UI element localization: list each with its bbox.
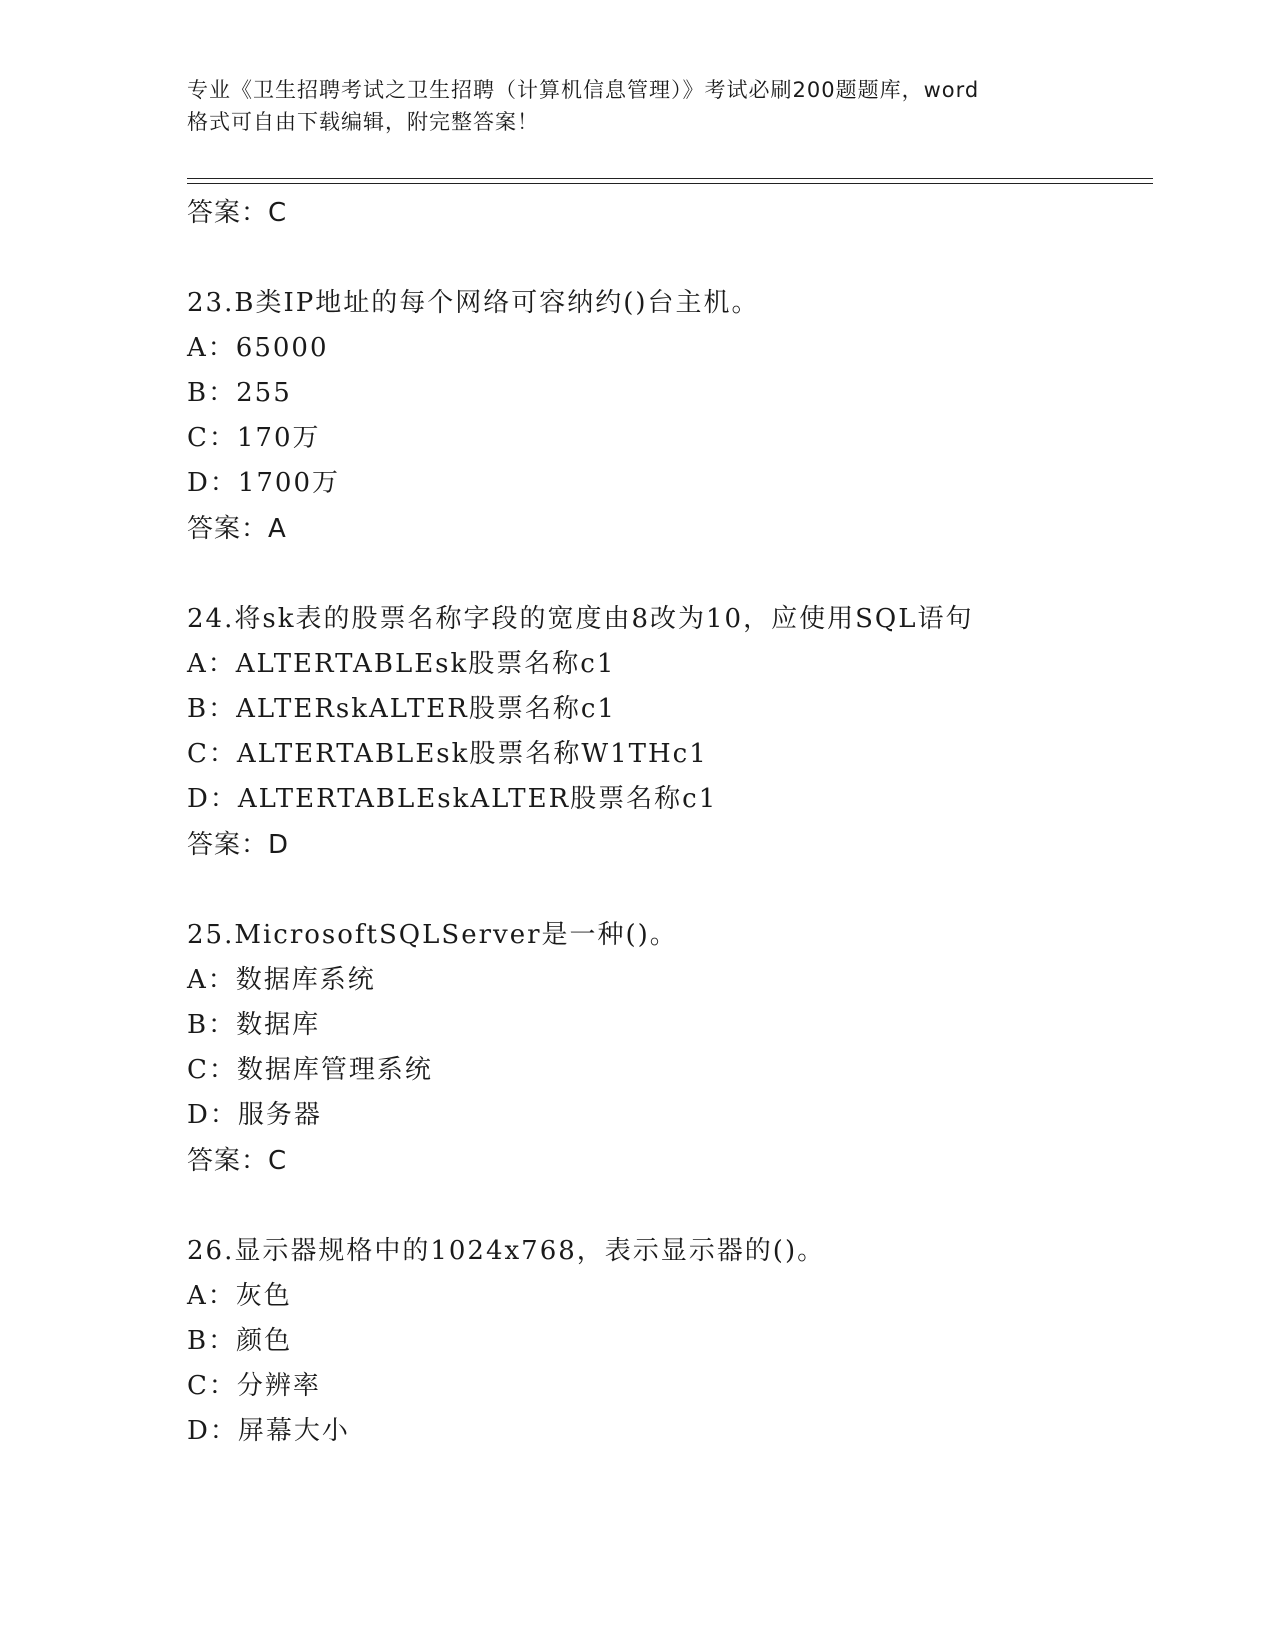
option-d: D：屏幕大小 [187, 1416, 350, 1446]
option-c: C：分辨率 [187, 1371, 321, 1401]
option-d: D：ALTERTABLEskALTER股票名称c1 [187, 784, 718, 814]
header-line-1: 专业《卫生招聘考试之卫生招聘（计算机信息管理）》考试必刷200题题库，word [187, 78, 980, 102]
option-a: A：65000 [187, 333, 329, 363]
header-line-2: 格式可自由下载编辑，附完整答案！ [187, 110, 539, 134]
answer-previous: 答案：C [187, 198, 288, 228]
option-d: D：1700万 [187, 468, 341, 498]
question-text: 24.将sk表的股票名称字段的宽度由8改为10，应使用SQL语句 [187, 604, 974, 634]
question-25 [187, 912, 1147, 1184]
answer: 答案：A [187, 514, 287, 544]
question-text: 26.显示器规格中的1024x768，表示显示器的()。 [187, 1236, 826, 1266]
question-text: 25.MicrosoftSQLServer是一种()。 [187, 920, 678, 950]
option-a: A：数据库系统 [187, 965, 376, 995]
question-26 [187, 1228, 1147, 1454]
answer: 答案：D [187, 830, 290, 860]
option-c: C：170万 [187, 423, 321, 453]
question-text: 23.B类IP地址的每个网络可容纳约()台主机。 [187, 288, 760, 318]
option-b: B：颜色 [187, 1326, 293, 1356]
option-c: C：ALTERTABLEsk股票名称W1THc1 [187, 739, 708, 769]
option-a: A：ALTERTABLEsk股票名称c1 [187, 649, 616, 679]
question-23 [187, 280, 1147, 552]
question-24 [187, 596, 1147, 868]
header-rule-top [187, 178, 1153, 179]
option-d: D：服务器 [187, 1100, 322, 1130]
document-body [187, 190, 1147, 1454]
option-b: B：255 [187, 378, 292, 408]
document-header [187, 74, 1087, 138]
option-a: A：灰色 [187, 1281, 292, 1311]
option-b: B：ALTERskALTER股票名称c1 [187, 694, 616, 724]
option-c: C：数据库管理系统 [187, 1055, 433, 1085]
header-rule-bottom [187, 183, 1153, 184]
option-b: B：数据库 [187, 1010, 321, 1040]
answer: 答案：C [187, 1146, 288, 1176]
